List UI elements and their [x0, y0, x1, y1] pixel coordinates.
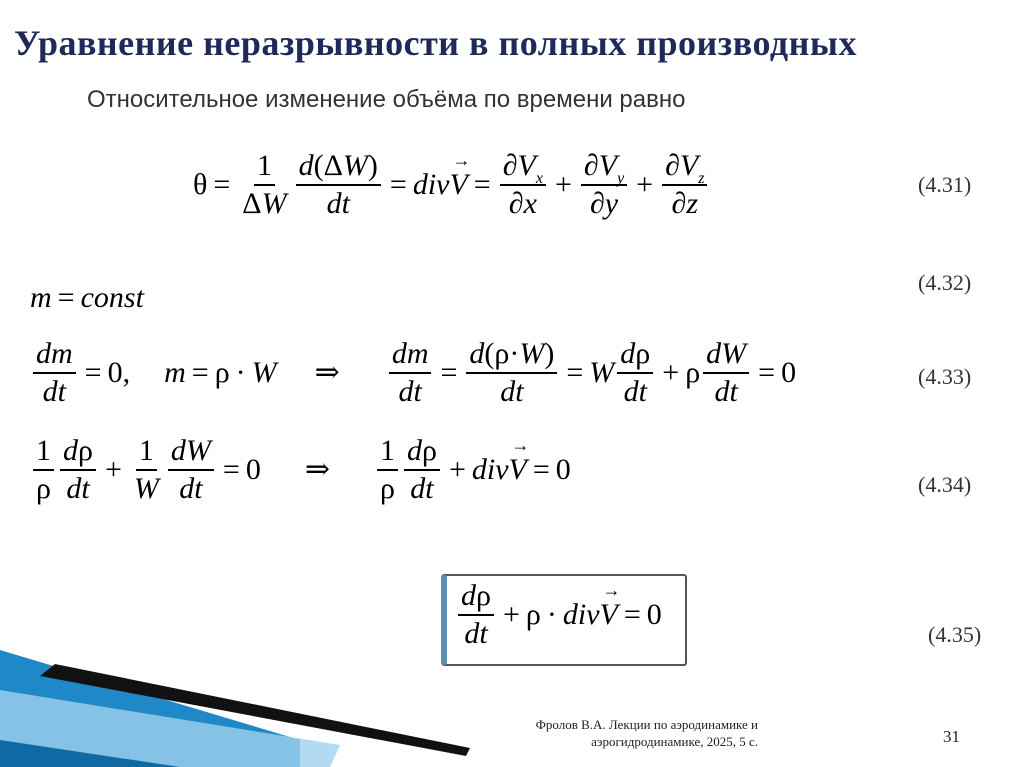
equation-4-31: θ = $\frac{1}{\Delta W}$ $\frac{d(\Delta W)}{dt}$ = div → V = $\frac{\partial V_x}{\partial x}$ + $\frac{\partial V_y}{\partial y}$ + $\frac{\partial V_z}{\partial z}$ — [193, 150, 710, 219]
equation-number: (4.32) — [918, 270, 972, 295]
slide-title: Уравнение неразрывности в полных производных — [14, 23, 857, 63]
equation-4-34: $\frac{1}{\rho}$ $\frac{d\rho}{dt}$ + $\frac{1}{W}$ $\frac{dW}{dt}$ = 0 ⇒ $\frac{1}{\rho}$ $\frac{d\rho}{dt}$ + div → V = 0 — [30, 435, 571, 504]
equation-4-32: m = const — [30, 281, 144, 314]
page-number: 31 — [943, 727, 960, 746]
equation-4-33: $\frac{dm}{dt}$ = 0, m = ρ · W ⇒ $\frac{dm}{dt}$ = $\frac{d(\rho\cdot W)}{dt}$ = W $\frac{d\rho}{dt}$ + ρ $\frac{dW}{dt}$ = 0 — [30, 338, 796, 407]
footer-line: аэрогидродинамике, 2025, 5 с. — [591, 734, 758, 749]
equation-number: (4.31) — [918, 172, 972, 197]
equation-number: (4.33) — [918, 364, 972, 389]
equation-4-35: $\frac{d\rho}{dt}$ + ρ · div → V = 0 — [455, 580, 662, 649]
footer-citation — [468, 716, 758, 750]
footer-line: Фролов В.А. Лекции по аэродинамике и — [535, 717, 758, 732]
equation-number: (4.35) — [928, 622, 982, 647]
equation-number: (4.34) — [918, 472, 972, 497]
intro-text: Относительное изменение объёма по времени равно — [87, 86, 686, 113]
